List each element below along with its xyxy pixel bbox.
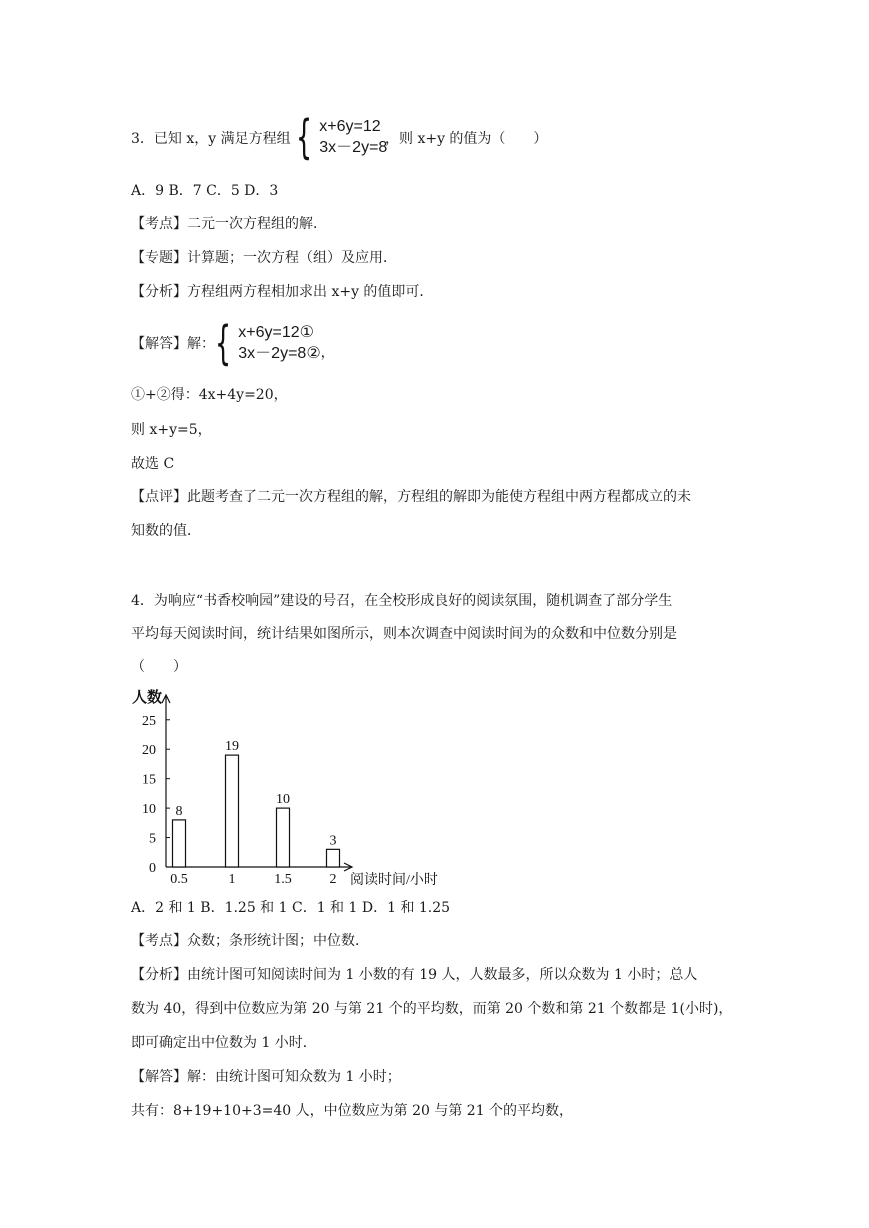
zhuanti-text: 计算题；一次方程（组）及应用． — [187, 250, 397, 266]
fenxi-tag: 【分析】 — [131, 284, 187, 300]
q4-fenxi-line3: 即可确定出中位数为 1 小时． — [131, 1035, 317, 1051]
q3-stem — [131, 129, 291, 149]
x-tick-labels — [170, 872, 336, 887]
q3-zhuanti — [131, 248, 397, 268]
q4-kaodian — [131, 931, 369, 951]
bar-value-label: 8 — [175, 803, 183, 819]
q3-step2: 则 x+y=5， — [131, 422, 212, 438]
q4-jieda-line2: 共有：8+19+10+3=40 人，中位数应为第 20 与第 21 个的平均数， — [131, 1103, 574, 1119]
q3-jieda — [131, 334, 215, 354]
x-tick-label: 2 — [329, 872, 337, 887]
x-tick-label: 1.5 — [274, 872, 292, 887]
q3-sol-eq1: x+6y=12① — [238, 324, 315, 341]
q3-eq2: 3x－2y=8 — [319, 139, 388, 156]
q3-sol-eq2: 3x－2y=8② — [238, 345, 321, 362]
q4-stem-line1: 4．为响应“书香校响园”建设的号召，在全校形成良好的阅读氛围，随机调查了部分学生 — [131, 593, 673, 609]
bar-1 — [226, 755, 239, 867]
y-tick-label: 15 — [142, 772, 156, 788]
y-axis-label: 人数 — [132, 690, 163, 706]
q3-dianping-line2: 知数的值． — [131, 523, 201, 539]
y-tick-label: 10 — [142, 802, 156, 818]
q4-jieda — [131, 1067, 401, 1087]
y-tick-label: 20 — [142, 743, 156, 759]
zhuanti-tag: 【专题】 — [131, 250, 187, 266]
q4-fenxi — [131, 965, 697, 985]
fenxi-text: 由统计图可知阅读时间为 1 小数的有 19 人，人数最多，所以众数为 1 小时；总人 — [187, 967, 698, 983]
fenxi-tag: 【分析】 — [131, 967, 187, 983]
q3-step3: 故选 C — [131, 456, 175, 472]
q4-options: A．2 和 1 B．1.25 和 1 C．1 和 1 D．1 和 1.25 — [131, 900, 451, 916]
jieda-tag: 【解答】 — [131, 1069, 187, 1085]
q4-stem-line2: 平均每天阅读时间，统计结果如图所示，则本次调查中阅读时间为的众数和中位数分别是 — [131, 626, 677, 642]
q3-dianping — [131, 487, 691, 507]
bar-value-label: 3 — [329, 833, 337, 849]
jieda-tag: 【解答】 — [131, 336, 187, 352]
q4-fenxi-line2: 数为 40，得到中位数应为第 20 与第 21 个的平均数，而第 20 个数和第 21 个数都是 1(小时)， — [131, 1001, 733, 1017]
y-tick-label: 25 — [142, 713, 156, 729]
chart-bars — [173, 755, 340, 867]
x-tick-label: 1 — [228, 872, 236, 887]
kaodian-text: 众数；条形统计图；中位数． — [187, 933, 369, 949]
kaodian-text: 二元一次方程组的解． — [187, 216, 327, 232]
q3-fenxi — [131, 282, 433, 302]
jieda-text: 解：由统计图可知众数为 1 小时； — [187, 1069, 401, 1085]
q3-sol-comma: ， — [320, 345, 335, 361]
q3-eq1: x+6y=12 — [319, 118, 381, 135]
q3-stem-post: ，则 x+y 的值为（ ） — [385, 131, 548, 147]
q3-equation-system: { x+6y=12 3x－2y=8 — [296, 110, 388, 164]
q3-options: A．9 B．7 C．5 D．3 — [131, 183, 279, 199]
fenxi-text: 方程组两方程相加求出 x+y 的值即可． — [187, 284, 434, 300]
kaodian-tag: 【考点】 — [131, 933, 187, 949]
dianping-tag: 【点评】 — [131, 489, 187, 505]
x-tick-label: 0.5 — [170, 872, 188, 887]
q4-stem-line3: （ ） — [131, 659, 187, 675]
dianping-text: 此题考查了二元一次方程组的解，方程组的解即为能使方程组中两方程都成立的未 — [187, 489, 691, 505]
q3-solution-system: { x+6y=12① 3x－2y=8② ， — [215, 316, 335, 370]
y-tick-label: 5 — [149, 831, 156, 847]
bar-2 — [327, 849, 340, 867]
kaodian-tag: 【考点】 — [131, 216, 187, 232]
bar-value-label: 19 — [225, 739, 239, 755]
chart-axes — [162, 695, 352, 871]
bar-0.5 — [173, 820, 186, 867]
bar-value-labels — [176, 739, 337, 848]
bar-value-label: 10 — [276, 792, 290, 808]
q3-kaodian — [131, 214, 327, 234]
q3-step1: ①+②得：4x+4y=20， — [131, 387, 288, 403]
jieda-pre: 解： — [187, 336, 215, 352]
x-axis-label: 阅读时间/小时 — [350, 873, 438, 888]
bar-1.5 — [277, 808, 290, 867]
q3-stem-pre: 3．已知 x，y 满足方程组 — [131, 131, 291, 147]
reading-time-bar-chart — [130, 686, 460, 890]
y-tick-label: 0 — [149, 861, 156, 876]
